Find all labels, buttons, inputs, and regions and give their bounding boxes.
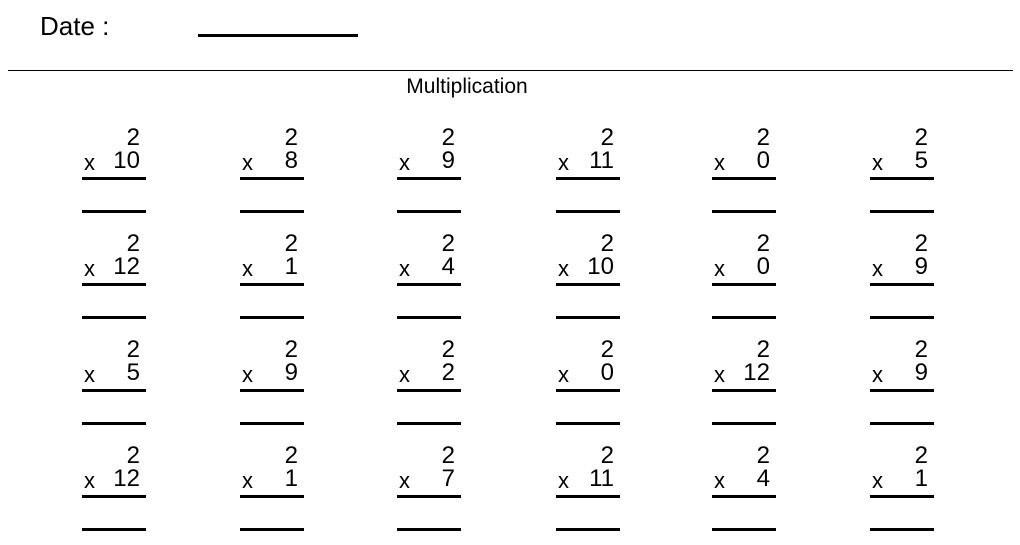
multiplicand: 2	[126, 442, 140, 469]
multiplicand: 2	[600, 336, 614, 363]
multiply-sign: x	[714, 256, 725, 281]
date-label: Date :	[40, 11, 110, 41]
answer-line[interactable]	[82, 210, 146, 213]
multiplication-problem	[556, 336, 620, 439]
answer-line[interactable]	[82, 528, 146, 531]
multiplicand: 2	[600, 442, 614, 469]
problem-underline	[240, 495, 304, 498]
multiplicand: 2	[441, 230, 455, 257]
answer-line[interactable]	[556, 210, 620, 213]
multiplicand: 2	[284, 336, 298, 363]
multiplier: 9	[284, 359, 298, 386]
multiplicand: 2	[284, 442, 298, 469]
multiplication-problem	[712, 230, 776, 333]
problem-underline	[870, 177, 934, 180]
multiplicand: 2	[284, 230, 298, 257]
answer-line[interactable]	[556, 316, 620, 319]
problem-underline	[82, 283, 146, 286]
answer-line[interactable]	[240, 316, 304, 319]
problem-underline	[712, 495, 776, 498]
answer-line[interactable]	[870, 210, 934, 213]
multiplicand: 2	[756, 230, 770, 257]
problem-underline	[397, 283, 461, 286]
multiplicand: 2	[914, 442, 928, 469]
multiply-sign: x	[872, 150, 883, 175]
multiplier: 12	[113, 253, 140, 280]
multiply-sign: x	[84, 468, 95, 493]
multiplication-problem	[556, 442, 620, 545]
multiplier: 5	[914, 147, 928, 174]
answer-line[interactable]	[556, 528, 620, 531]
multiplicand: 2	[756, 442, 770, 469]
answer-line[interactable]	[397, 528, 461, 531]
problem-underline	[870, 389, 934, 392]
multiplicand: 2	[126, 230, 140, 257]
multiply-sign: x	[714, 362, 725, 387]
answer-line[interactable]	[82, 316, 146, 319]
problem-underline	[397, 495, 461, 498]
multiplication-problem	[556, 230, 620, 333]
multiply-sign: x	[399, 362, 410, 387]
problem-underline	[870, 283, 934, 286]
multiplication-problem	[397, 124, 461, 227]
multiplicand: 2	[600, 230, 614, 257]
multiply-sign: x	[84, 362, 95, 387]
multiplier: 1	[284, 253, 298, 280]
multiply-sign: x	[872, 362, 883, 387]
problem-underline	[712, 177, 776, 180]
multiply-sign: x	[558, 362, 569, 387]
answer-line[interactable]	[870, 422, 934, 425]
problem-underline	[240, 283, 304, 286]
answer-line[interactable]	[240, 422, 304, 425]
problem-underline	[556, 495, 620, 498]
multiplier: 0	[600, 359, 614, 386]
multiplication-problem	[82, 442, 146, 545]
multiplication-problem	[82, 124, 146, 227]
multiplier: 0	[756, 147, 770, 174]
problem-underline	[397, 389, 461, 392]
multiplication-problem	[712, 442, 776, 545]
multiplicand: 2	[441, 124, 455, 151]
multiply-sign: x	[558, 256, 569, 281]
multiplier: 9	[441, 147, 455, 174]
answer-line[interactable]	[397, 316, 461, 319]
multiplier: 12	[743, 359, 770, 386]
multiply-sign: x	[714, 150, 725, 175]
multiplication-problem	[82, 336, 146, 439]
problem-underline	[82, 495, 146, 498]
multiplication-problem	[712, 336, 776, 439]
multiplication-problem	[556, 124, 620, 227]
multiplication-problem	[870, 230, 934, 333]
multiplier: 5	[126, 359, 140, 386]
problem-underline	[712, 389, 776, 392]
multiplier: 2	[441, 359, 455, 386]
worksheet-title: Multiplication	[406, 75, 528, 98]
multiplier: 1	[284, 465, 298, 492]
multiplier: 1	[914, 465, 928, 492]
multiplier: 10	[113, 147, 140, 174]
multiply-sign: x	[242, 256, 253, 281]
multiply-sign: x	[242, 468, 253, 493]
answer-line[interactable]	[712, 210, 776, 213]
multiply-sign: x	[399, 150, 410, 175]
multiplication-problem	[397, 442, 461, 545]
multiply-sign: x	[714, 468, 725, 493]
multiplicand: 2	[600, 124, 614, 151]
problem-underline	[556, 283, 620, 286]
problem-underline	[870, 495, 934, 498]
answer-line[interactable]	[870, 528, 934, 531]
answer-line[interactable]	[397, 210, 461, 213]
multiplication-problem	[82, 230, 146, 333]
multiplier: 11	[589, 147, 614, 174]
multiplicand: 2	[126, 124, 140, 151]
multiplier: 4	[441, 253, 455, 280]
multiply-sign: x	[242, 362, 253, 387]
problem-underline	[240, 177, 304, 180]
problem-underline	[556, 177, 620, 180]
multiplicand: 2	[441, 442, 455, 469]
answer-line[interactable]	[712, 316, 776, 319]
multiply-sign: x	[84, 256, 95, 281]
answer-line[interactable]	[712, 528, 776, 531]
multiply-sign: x	[872, 468, 883, 493]
multiplier: 0	[756, 253, 770, 280]
multiplicand: 2	[914, 230, 928, 257]
multiplier: 9	[914, 359, 928, 386]
answer-line[interactable]	[712, 422, 776, 425]
multiplication-problem	[870, 124, 934, 227]
multiply-sign: x	[558, 468, 569, 493]
problem-underline	[712, 283, 776, 286]
answer-line[interactable]	[240, 528, 304, 531]
multiplier: 7	[441, 465, 455, 492]
multiplicand: 2	[756, 124, 770, 151]
multiply-sign: x	[558, 150, 569, 175]
problem-underline	[82, 177, 146, 180]
multiplicand: 2	[126, 336, 140, 363]
multiplication-problem	[870, 442, 934, 545]
multiply-sign: x	[242, 150, 253, 175]
multiplier: 4	[756, 465, 770, 492]
multiply-sign: x	[399, 468, 410, 493]
multiplication-problem	[240, 230, 304, 333]
multiplication-problem	[240, 442, 304, 545]
multiplicand: 2	[914, 336, 928, 363]
problem-underline	[82, 389, 146, 392]
multiplier: 11	[589, 465, 614, 492]
multiplier: 8	[284, 147, 298, 174]
multiplicand: 2	[914, 124, 928, 151]
answer-line[interactable]	[397, 422, 461, 425]
multiplier: 10	[587, 253, 614, 280]
multiplication-problem	[397, 336, 461, 439]
multiply-sign: x	[872, 256, 883, 281]
answer-line[interactable]	[240, 210, 304, 213]
problem-underline	[240, 389, 304, 392]
multiplication-problem	[870, 336, 934, 439]
answer-line[interactable]	[556, 422, 620, 425]
multiplicand: 2	[756, 336, 770, 363]
answer-line[interactable]	[870, 316, 934, 319]
problem-underline	[397, 177, 461, 180]
multiplication-problem	[240, 336, 304, 439]
multiplier: 12	[113, 465, 140, 492]
multiplicand: 2	[284, 124, 298, 151]
multiply-sign: x	[84, 150, 95, 175]
multiplication-problem	[240, 124, 304, 227]
answer-line[interactable]	[82, 422, 146, 425]
multiplication-problem	[712, 124, 776, 227]
multiplier: 9	[914, 253, 928, 280]
multiply-sign: x	[399, 256, 410, 281]
multiplicand: 2	[441, 336, 455, 363]
problem-underline	[556, 389, 620, 392]
multiplication-problem	[397, 230, 461, 333]
